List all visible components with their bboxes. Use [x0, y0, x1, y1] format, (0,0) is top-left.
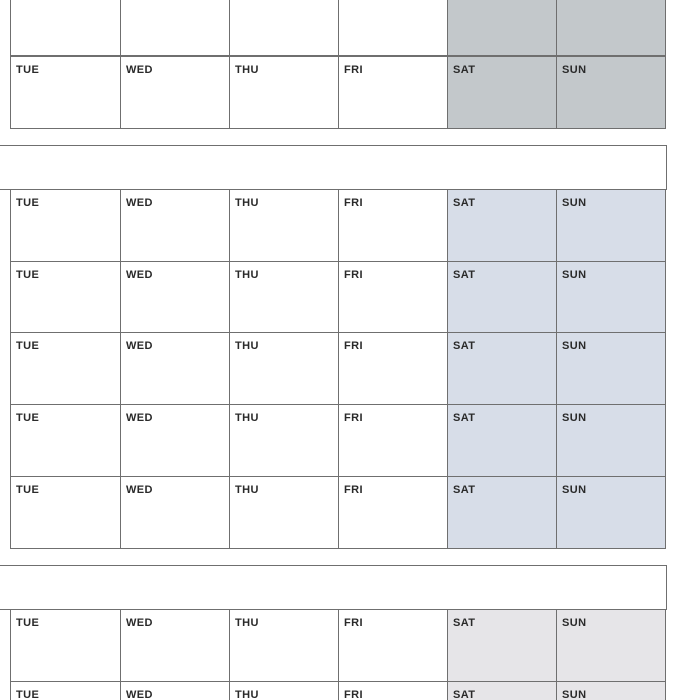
day-cell-wed [120, 0, 230, 56]
day-label-thu: THU [235, 340, 259, 352]
day-cell-wed [120, 476, 230, 549]
day-cell-tue [10, 189, 121, 262]
day-label-fri: FRI [344, 197, 363, 209]
day-label-thu: THU [235, 269, 259, 281]
day-label-thu: THU [235, 617, 259, 629]
day-cell-wed [120, 189, 230, 262]
day-label-fri: FRI [344, 412, 363, 424]
day-label-sat: SAT [453, 617, 476, 629]
day-cell-thu [229, 681, 339, 700]
day-label-sat: SAT [453, 340, 476, 352]
month-header-bar [0, 565, 667, 610]
day-cell-tue [10, 261, 121, 334]
day-cell-thu [229, 0, 339, 56]
day-label-tue: TUE [16, 197, 40, 209]
day-cell-wed [120, 332, 230, 405]
day-cell-fri [338, 404, 448, 477]
day-cell-thu [229, 609, 339, 682]
day-cell-sat [447, 332, 557, 405]
day-cell-sat [447, 681, 557, 700]
day-label-tue: TUE [16, 689, 40, 700]
day-cell-tue [10, 476, 121, 549]
day-label-fri: FRI [344, 64, 363, 76]
day-label-fri: FRI [344, 340, 363, 352]
day-label-sun: SUN [562, 484, 587, 496]
day-cell-sat [447, 476, 557, 549]
day-label-thu: THU [235, 484, 259, 496]
day-label-tue: TUE [16, 617, 40, 629]
day-cell-fri [338, 681, 448, 700]
day-cell-fri [338, 261, 448, 334]
day-cell-thu [229, 189, 339, 262]
day-cell-sun [556, 332, 666, 405]
day-label-fri: FRI [344, 269, 363, 281]
day-cell-sat [447, 609, 557, 682]
day-label-sat: SAT [453, 412, 476, 424]
day-cell-tue [10, 681, 121, 700]
month-header-bar [0, 145, 667, 190]
day-label-fri: FRI [344, 617, 363, 629]
day-cell-sun [556, 0, 666, 56]
day-cell-wed [120, 261, 230, 334]
day-cell-tue [10, 332, 121, 405]
day-label-thu: THU [235, 412, 259, 424]
day-label-fri: FRI [344, 689, 363, 700]
day-label-thu: THU [235, 64, 259, 76]
day-label-sun: SUN [562, 340, 587, 352]
day-label-wed: WED [126, 197, 153, 209]
day-label-sat: SAT [453, 197, 476, 209]
day-label-wed: WED [126, 617, 153, 629]
day-label-sat: SAT [453, 689, 476, 700]
day-label-sun: SUN [562, 617, 587, 629]
day-cell-thu [229, 261, 339, 334]
day-cell-tue [10, 56, 121, 129]
day-label-wed: WED [126, 412, 153, 424]
day-cell-sun [556, 609, 666, 682]
day-label-tue: TUE [16, 340, 40, 352]
day-label-sun: SUN [562, 269, 587, 281]
day-label-sun: SUN [562, 64, 587, 76]
day-label-tue: TUE [16, 412, 40, 424]
day-cell-sun [556, 681, 666, 700]
day-label-sat: SAT [453, 269, 476, 281]
day-label-wed: WED [126, 484, 153, 496]
day-cell-fri [338, 189, 448, 262]
day-cell-fri [338, 609, 448, 682]
day-cell-fri [338, 0, 448, 56]
day-label-wed: WED [126, 269, 153, 281]
day-cell-sun [556, 476, 666, 549]
day-label-wed: WED [126, 689, 153, 700]
day-label-fri: FRI [344, 484, 363, 496]
day-cell-tue [10, 404, 121, 477]
day-cell-fri [338, 332, 448, 405]
day-label-tue: TUE [16, 484, 40, 496]
day-cell-tue [10, 0, 121, 56]
day-cell-fri [338, 476, 448, 549]
day-cell-sat [447, 404, 557, 477]
day-label-sat: SAT [453, 484, 476, 496]
day-label-sat: SAT [453, 64, 476, 76]
day-cell-sun [556, 56, 666, 129]
day-label-wed: WED [126, 340, 153, 352]
day-cell-sun [556, 261, 666, 334]
day-cell-sat [447, 56, 557, 129]
day-cell-wed [120, 404, 230, 477]
day-label-sun: SUN [562, 197, 587, 209]
day-cell-sat [447, 189, 557, 262]
day-cell-thu [229, 332, 339, 405]
day-cell-thu [229, 56, 339, 129]
day-label-wed: WED [126, 64, 153, 76]
day-cell-thu [229, 404, 339, 477]
day-label-sun: SUN [562, 412, 587, 424]
day-label-tue: TUE [16, 64, 40, 76]
day-cell-wed [120, 56, 230, 129]
day-cell-sun [556, 404, 666, 477]
day-label-tue: TUE [16, 269, 40, 281]
day-label-sun: SUN [562, 689, 587, 700]
day-cell-sat [447, 0, 557, 56]
day-cell-wed [120, 609, 230, 682]
day-label-thu: THU [235, 689, 259, 700]
day-label-thu: THU [235, 197, 259, 209]
day-cell-sat [447, 261, 557, 334]
day-cell-tue [10, 609, 121, 682]
day-cell-sun [556, 189, 666, 262]
day-cell-wed [120, 681, 230, 700]
day-cell-fri [338, 56, 448, 129]
day-cell-thu [229, 476, 339, 549]
